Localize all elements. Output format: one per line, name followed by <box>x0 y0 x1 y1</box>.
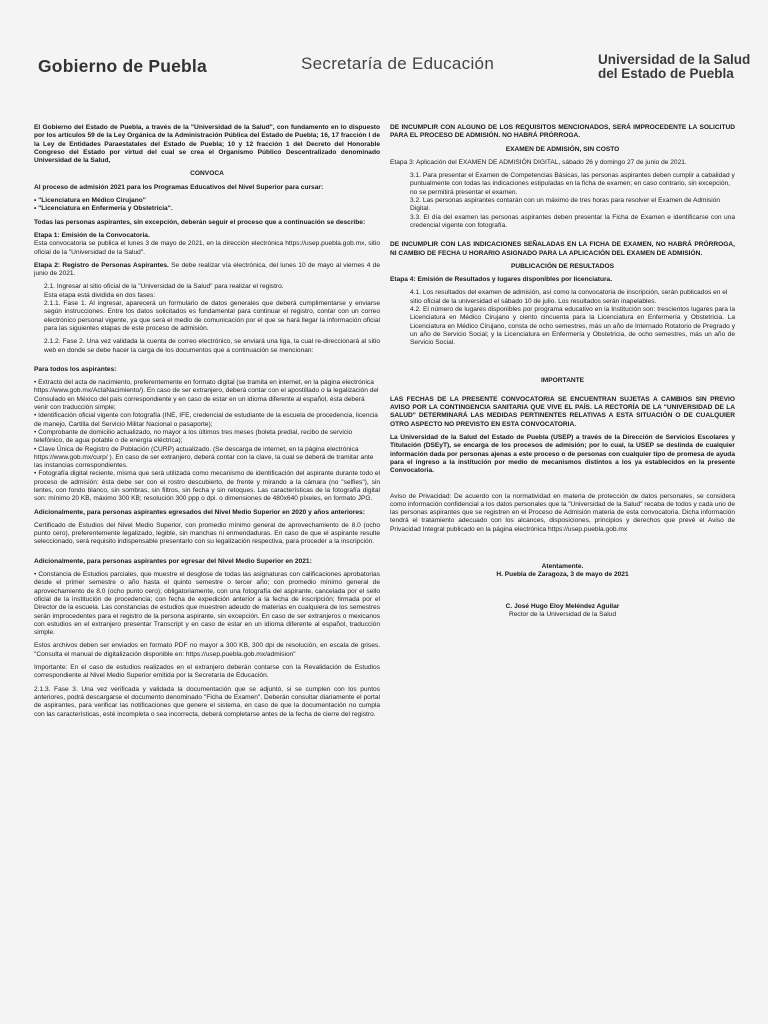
step-2-1-1: 2.1.1. Fase 1. Al ingresar, aparecerá un formulario de datos generales que deberá cumplimentarse y enviarse según instrucciones. Entre los datos solicitados es fundamental para continuar el registro, contar con un correo electrónico personal vigente, ya que será el medio de comunicación por el que se hará llegar la información oficial para las siguientes etapas de este proceso de admisión. <box>44 300 380 332</box>
doc-item: • Comprobante de domicilio actualizado, no mayor a los últimos tres meses (boleta predial, recibo de servicio telefónico, de agua potable o de energía eléctrica); <box>34 428 353 445</box>
programa-item: • "Licenciatura en Médico Cirujano" <box>34 197 146 205</box>
firmante-nombre: C. José Hugo Eloy Meléndez Aguilar <box>505 602 620 610</box>
egresar-text: • Constancia de Estudios parciales, que muestre el desglose de todas las asignaturas con calificaciones aprobatorias desde el primer semestre o año hasta el quinto semestre o tercer año; con promedio mínimo general de aprovechamiento de 8.0 (ocho punto cero); obligatoriamente, con una fotografía del aspirante, cancelada por el sello oficial de la institución de procedencia; con fecha de expedición anterior a la fecha de inscripción; firmada por el Director de la escuela. Las constancias de estudios que muestren adeudo de materias en cualquiera de los semestres serán improcedentes para el registro de la persona aspirante, sin excepción. En caso de ser extranjeros o mexicanos con estudios en el extranjero presentar Transcript y en caso de estar en un idioma diferente al español, traducción simple. <box>34 571 380 637</box>
etapa3-heading: Etapa 3: Aplicación del EXAMEN DE ADMISIÓN DIGITAL, sábado 26 y domingo 27 de junio de 2021. <box>390 158 687 166</box>
aviso-privacidad: Aviso de Privacidad: De acuerdo con la normatividad en materia de protección de datos personales, se considera como información confidencial a los datos personales que la "Universidad de la Salud" recaba de todos y cada uno de las personas aspirantes que se registren en el Proceso de Admisión materia de esta convocatoria. Dicha información tendrá el tratamiento adecuado con los alcances, disposiciones, principios y derechos que prevé el Aviso de Privacidad Integral publicado en la página electrónica https://usep.puebla.gob.mx <box>390 492 735 533</box>
letterhead <box>0 0 768 108</box>
left-column <box>34 124 380 724</box>
doc-item: • Fotografía digital reciente, misma que será utilizada como mecanismo de identificación del aspirante durante todo el proceso de admisión: ésta debe ser con el rostro descubierto, de frente y mirando a la cámara (no "selfies"), sin lentes, con fondo blanco, sin sombras, sin filtros, sin fecha y sin retoques. Las características de la fotografía digital son: mínimo 20 KB, máximo 300 KB; resolución 300 ppp o dpi. o dimensiones de 480x640 píxeles, en formato JPG. <box>34 470 380 503</box>
fase3-paragraph: 2.1.3. Fase 3. Una vez verificada y validada la documentación que se adjuntó, si se cumplen con los puntos anteriores, podrá descargarse el documento denominado "Ficha de Examen". Deberán consultar diariamente el portal de aspirantes, para verificar las notificaciones que genere el sistema, en caso de que la documentación no cumpla con las características, esté incompleta o sea incorrecta, deberá completarse antes de la fecha de cierre del registro. <box>34 685 380 718</box>
step-2-1-note: Esta etapa está dividida en dos fases: <box>44 291 156 299</box>
doc-item: • Extracto del acta de nacimiento, preferentemente en formato digital (se tramita en internet, en la página electrónica https://www.gob.mx/ActaNacimiento/). En caso de ser extranjero, deberá contar con el apostillado o la legalización del Consulado en México del país correspondiente y en caso de estar en un idioma diferente al español, ésta deberá venir con traducción simple; <box>34 379 379 412</box>
fechas-notice: LAS FECHAS DE LA PRESENTE CONVOCATORIA SE ENCUENTRAN SUJETAS A CAMBIOS SIN PREVIO AVISO POR LA CONTINGENCIA SANITARIA QUE VIVE EL PAÍS. LA RECTORÍA DE LA "UNIVERSIDAD DE LA SALUD" DETERMINARÁ LAS MEDIDAS PERTINENTES RELATIVAS A ESTA SITUACIÓN O DE CUALQUIER OTRO ASPECTO NO PREVISTO EN ESTA CONVOCATORIA. <box>390 395 735 428</box>
etapa2-text: Se debe realizar vía electrónica, del lunes 10 de mayo al viernes 4 de junio de 2021. <box>34 261 380 278</box>
egresados-heading: Adicionalmente, para personas aspirantes egresados del Nivel Medio Superior en 2020 y años anteriores: <box>34 508 365 516</box>
doc-item: • Clave Única de Registro de Población (CURP) actualizado. (Se descarga de internet, en la página electrónica https://www.gob.mx/curp/ ). En caso de ser extranjero, deberá contar con la clave, la cual se deberá de tramitar ante las instancias correspondientes. <box>34 445 374 470</box>
archivos-paragraph: Estos archivos deben ser enviados en formato PDF no mayor a 300 KB, 300 dpi de resolución, en escala de grises. "Consulta el manual de digitalización disponible en: https://usep.puebla.gob.mx/admision" <box>34 642 380 658</box>
universidad-line2: del Estado de Puebla <box>598 66 734 81</box>
doc-item: • Identificación oficial vigente con fotografía (INE, IFE, credencial de estudiante de la escuela de procedencia, licencia de manejo, Cartilla del Servicio Militar Nacional o pasaporte); <box>34 412 378 428</box>
secretaria-educacion-logo: Secretaría de Educación <box>301 54 495 73</box>
todas-paragraph: Todas las personas aspirantes, sin excepción, deberán seguir el proceso que a continuación se describe: <box>34 218 366 226</box>
step-3-1: 3.1. Para presentar el Examen de Competencias Básicas, las personas aspirantes deben cumplir a cabalidad y puntualmente con todas las indicaciones estipuladas en la ficha de examen; en caso contrario, sin excepción, no se permitirá presentar el examen. <box>410 172 735 196</box>
fecha-lugar: H. Puebla de Zaragoza, 3 de mayo de 2021 <box>496 571 629 579</box>
universidad-salud-logo <box>598 53 750 81</box>
importante-paragraph: Importante: En el caso de estudios realizados en el extranjero deberán contarse con la Revalidación de Estudios correspondiente al Nivel Medio Superior emitida por la Secretaría de Educación. <box>34 664 380 680</box>
step-3-2: 3.2. Las personas aspirantes contarán con un máximo de tres horas para resolver el Examen de Admisión Digital. <box>410 197 721 213</box>
gobierno-puebla-logo: Gobierno de Puebla <box>38 56 207 76</box>
egresados-text: Certificado de Estudios del Nivel Medio Superior, con promedio mínimo general de aprovechamiento de 8.0 (ocho punto cero), preferentemente legalizado, legible, sin manchas ni enmendaduras. En caso de que el aspirante resulte seleccionado, será requisito indispensable presentarlo con su legalización respectiva, para proceder a la inscripción. <box>34 521 380 546</box>
atentamente: Atentamente. <box>541 562 584 570</box>
etapa1-heading: Etapa 1: Emisión de la Convocatoria. <box>34 231 150 239</box>
right-column <box>390 124 735 619</box>
todos-heading: Para todos los aspirantes: <box>34 365 117 373</box>
universidad-line1: Universidad de la Salud <box>598 52 751 67</box>
incumplir-warning-2: DE INCUMPLIR CON LAS INDICACIONES SEÑALADAS EN LA FICHA DE EXAMEN, NO HABRÁ PRÓRROGA, NI CAMBIO DE FECHA U HORARIO ASIGNADO PARA LA APLICACIÓN DEL EXAMEN DE ADMISIÓN. <box>390 241 735 257</box>
step-4-1: 4.1. Los resultados del examen de admisión, así como la convocatoria de inscripción, serán publicados en el sitio oficial de la universidad el sábado 10 de julio. Los resultados serán inapelables. <box>410 289 728 305</box>
deslinda-notice: La Universidad de la Salud del Estado de Puebla (USEP) a través de la Dirección de Servicios Escolares y Titulación (DSEyT), se encarga de los procesos de admisión; por lo cual, la USEP se deslinda de cualquier información dada por personas ajenas a este proceso o de personas con cualquier tipo de promesa de ayuda para el ingreso a la institución por medio de mecanismos distintos a los ya establecidos en la presente Convocatoria. <box>390 434 735 475</box>
importante-heading: IMPORTANTE <box>540 376 585 384</box>
publicacion-heading: PUBLICACIÓN DE RESULTADOS <box>510 262 615 270</box>
proceso-paragraph: Al proceso de admisión 2021 para los Programas Educativos del Nivel Superior para cursar: <box>34 183 324 191</box>
step-4-2: 4.2. El número de lugares disponibles por programa educativo en la Institución son: trescientos lugares para la Licenciatura en Médico Cirujano y ciento cincuenta para la Licenciatura en Enfermería y Obstetricia. La Licenciatura en Médico Cirujano, consta de ocho semestres, más un año de Internado Rotatorio de Pregrado y un año de Servicio Social; y la Licenciatura en Enfermería y Obstetricia, de ocho semestres, más un año de Servicio Social. <box>410 306 735 347</box>
step-2-1: 2.1. Ingresar al sitio oficial de la "Universidad de la Salud" para realizar el registro. <box>44 283 284 291</box>
programa-item: • "Licenciatura en Enfermería y Obstetricia". <box>34 205 173 213</box>
examen-heading: EXAMEN DE ADMISIÓN, SIN COSTO <box>505 145 620 153</box>
incumplir-warning: DE INCUMPLIR CON ALGUNO DE LOS REQUISITOS MENCIONADOS, SERÁ IMPROCEDENTE LA SOLICITUD PARA EL PROCESO DE ADMISIÓN. NO HABRÁ PRÓRROGA. <box>390 124 735 140</box>
convoca-heading: CONVOCA <box>190 170 224 178</box>
egresar-heading: Adicionalmente, para personas aspirantes por egresar del Nivel Medio Superior en 2021: <box>34 557 312 565</box>
etapa2-heading: Etapa 2: Registro de Personas Aspirantes. <box>34 261 169 269</box>
firmante-cargo: Rector de la Universidad de la Salud <box>508 610 617 618</box>
etapa2-paragraph <box>34 262 380 279</box>
step-2-1-2: 2.1.2. Fase 2. Una vez validada la cuenta de correo electrónico, se enviará una liga, la cual re-direccionará al sitio web en donde se debe hacer la carga de los documentos que a continuación se mencionan: <box>44 338 380 354</box>
intro-paragraph: El Gobierno del Estado de Puebla, a través de la "Universidad de la Salud", con fundamento en lo dispuesto por los artículos 59 de la Ley Orgánica de la Administración Pública del Estado de Puebla; 16, 17 fracción I de la Ley de Entidades Paraestatales del Estado de Puebla; 10 y 12 fracción 1 del Decreto del Honorable Congreso del Estado por virtud del cual se crea el Organismo Público Descentralizado denominado Universidad de la Salud, <box>34 124 380 165</box>
step-3-3: 3.3. El día del examen las personas aspirantes deben presentar la Ficha de Examen e identificarse con una credencial vigente con fotografía. <box>410 213 735 229</box>
etapa4-heading: Etapa 4: Emisión de Resultados y lugares disponibles por licenciatura. <box>390 276 613 284</box>
etapa1-text: Esta convocatoria se publica el lunes 3 de mayo de 2021, en la dirección electrónica https://usep.puebla.gob.mx, sitio oficial de la "Universidad de la Salud". <box>34 240 380 256</box>
